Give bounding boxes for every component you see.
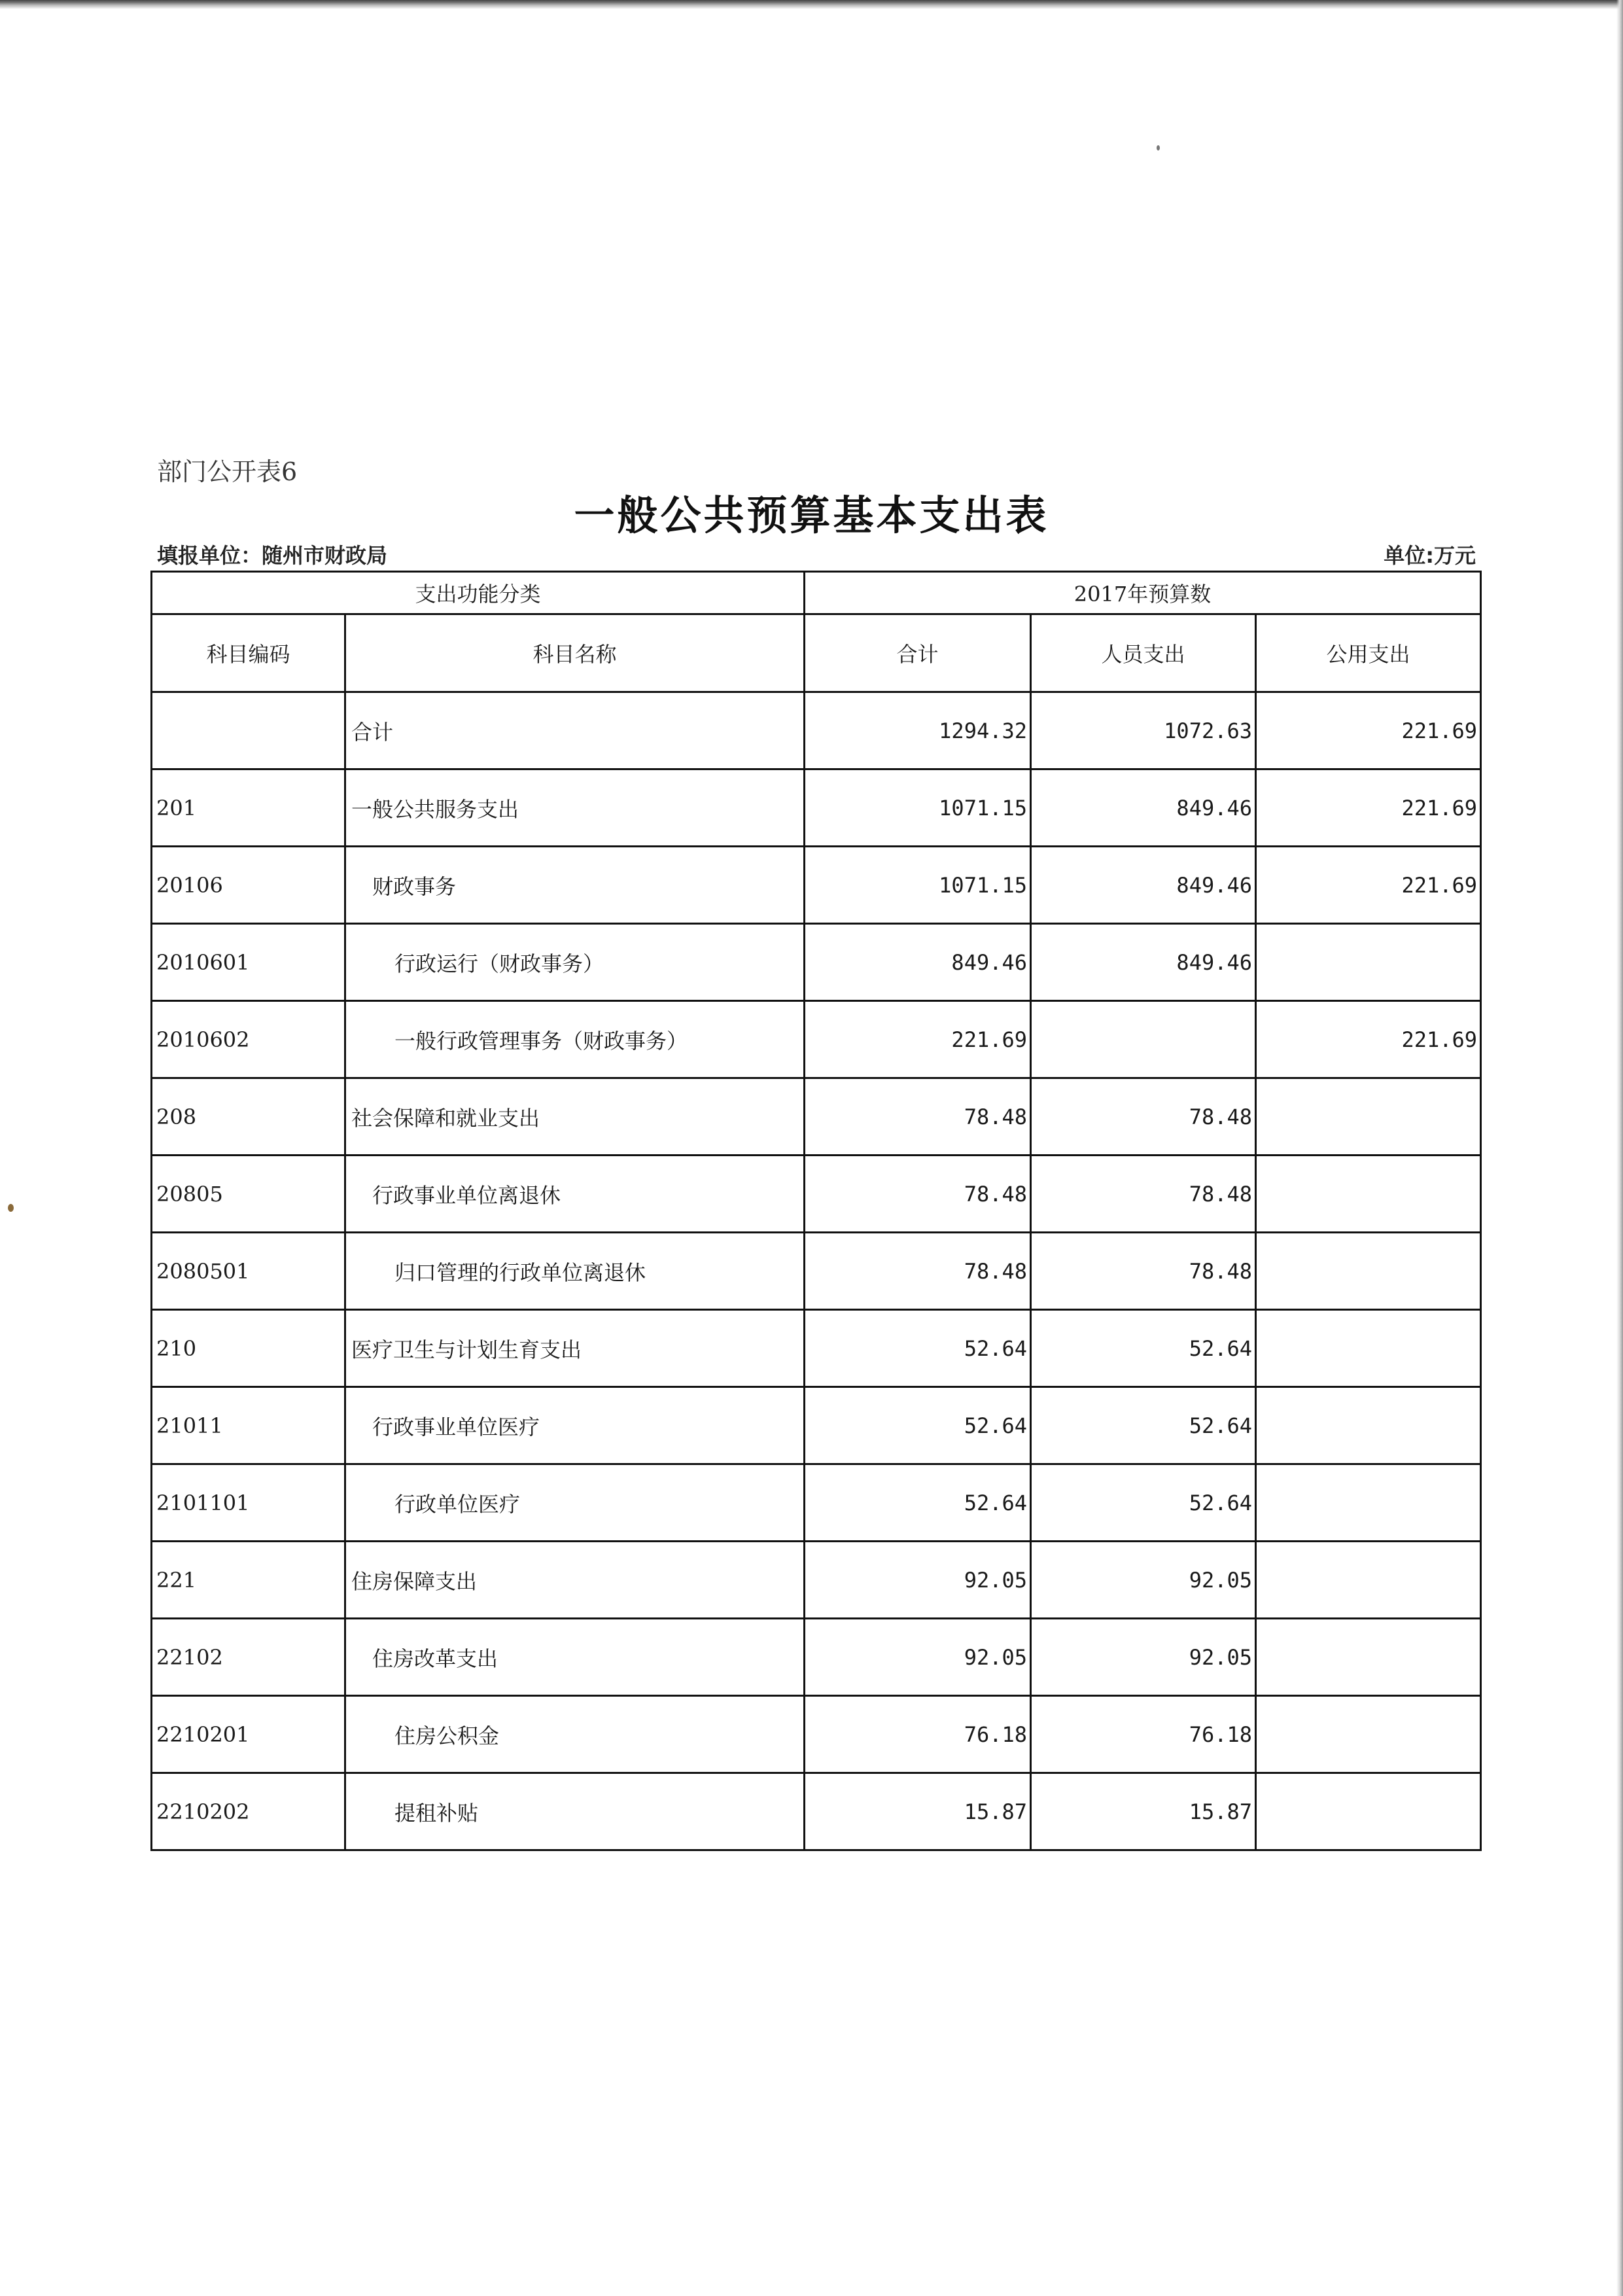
subject-name-cell: 合计 [345, 692, 805, 769]
public-cell: 221.69 [1256, 769, 1481, 847]
subject-name-cell: 归口管理的行政单位离退休 [345, 1233, 805, 1310]
personnel-cell: 52.64 [1031, 1387, 1256, 1464]
table-row [152, 1233, 1481, 1310]
personnel-cell: 92.05 [1031, 1619, 1256, 1696]
subject-name-cell: 医疗卫生与计划生育支出 [345, 1310, 805, 1387]
table-row [152, 1696, 1481, 1773]
subject-name-cell: 一般公共服务支出 [345, 769, 805, 847]
subject-code-cell: 20106 [152, 847, 345, 924]
total-cell: 92.05 [805, 1542, 1031, 1619]
table-row [152, 1387, 1481, 1464]
public-column-header: 公用支出 [1256, 614, 1481, 692]
personnel-cell: 849.46 [1031, 924, 1256, 1001]
public-cell [1256, 1156, 1481, 1233]
table-row [152, 1542, 1481, 1619]
name-column-header: 科目名称 [345, 614, 805, 692]
code-column-header: 科目编码 [152, 614, 345, 692]
subject-name-cell: 住房改革支出 [345, 1619, 805, 1696]
total-cell: 76.18 [805, 1696, 1031, 1773]
subject-name-cell: 行政运行（财政事务） [345, 924, 805, 1001]
subject-code-cell: 210 [152, 1310, 345, 1387]
classification-header: 支出功能分类 [152, 572, 805, 614]
subject-code-cell: 20805 [152, 1156, 345, 1233]
budget-table [150, 571, 1482, 1851]
total-cell: 849.46 [805, 924, 1031, 1001]
total-cell: 1071.15 [805, 847, 1031, 924]
public-cell [1256, 1542, 1481, 1619]
subject-code-cell: 22102 [152, 1619, 345, 1696]
table-row [152, 847, 1481, 924]
total-cell: 52.64 [805, 1387, 1031, 1464]
total-cell: 221.69 [805, 1001, 1031, 1078]
table-row [152, 1156, 1481, 1233]
filling-unit: 填报单位：随州市财政局 [157, 543, 388, 568]
public-cell: 221.69 [1256, 1001, 1481, 1078]
public-cell [1256, 1310, 1481, 1387]
total-cell: 52.64 [805, 1464, 1031, 1542]
personnel-cell: 15.87 [1031, 1773, 1256, 1850]
scan-right-edge [1616, 0, 1623, 2296]
personnel-cell: 78.48 [1031, 1233, 1256, 1310]
personnel-cell: 78.48 [1031, 1156, 1256, 1233]
subject-code-cell: 2010601 [152, 924, 345, 1001]
personnel-cell: 52.64 [1031, 1464, 1256, 1542]
subject-code-cell: 21011 [152, 1387, 345, 1464]
currency-unit: 单位:万元 [1384, 543, 1476, 568]
total-cell: 15.87 [805, 1773, 1031, 1850]
public-cell [1256, 1078, 1481, 1156]
personnel-cell: 849.46 [1031, 769, 1256, 847]
table-row [152, 692, 1481, 769]
personnel-cell: 1072.63 [1031, 692, 1256, 769]
subject-name-cell: 住房保障支出 [345, 1542, 805, 1619]
subject-code-cell: 2010602 [152, 1001, 345, 1078]
table-row [152, 924, 1481, 1001]
personnel-cell: 78.48 [1031, 1078, 1256, 1156]
total-cell: 1071.15 [805, 769, 1031, 847]
subject-code-cell: 2080501 [152, 1233, 345, 1310]
subject-name-cell: 财政事务 [345, 847, 805, 924]
subject-code-cell: 2210201 [152, 1696, 345, 1773]
subject-name-cell: 社会保障和就业支出 [345, 1078, 805, 1156]
budget-year-header: 2017年预算数 [805, 572, 1481, 614]
personnel-cell: 849.46 [1031, 847, 1256, 924]
total-column-header: 合计 [805, 614, 1031, 692]
table-row [152, 1078, 1481, 1156]
public-cell [1256, 1233, 1481, 1310]
table-row [152, 1001, 1481, 1078]
subject-name-cell: 行政事业单位离退休 [345, 1156, 805, 1233]
public-cell: 221.69 [1256, 692, 1481, 769]
total-cell: 1294.32 [805, 692, 1031, 769]
subject-code-cell [152, 692, 345, 769]
subject-name-cell: 住房公积金 [345, 1696, 805, 1773]
personnel-cell: 76.18 [1031, 1696, 1256, 1773]
scan-speck [8, 1204, 14, 1212]
table-row [152, 1773, 1481, 1850]
document-label: 部门公开表6 [157, 457, 298, 486]
public-cell [1256, 1773, 1481, 1850]
personnel-cell [1031, 1001, 1256, 1078]
group-header-row [152, 572, 1481, 614]
personnel-cell: 52.64 [1031, 1310, 1256, 1387]
public-cell [1256, 1387, 1481, 1464]
public-cell [1256, 1619, 1481, 1696]
personnel-column-header: 人员支出 [1031, 614, 1256, 692]
public-cell [1256, 1696, 1481, 1773]
public-cell [1256, 924, 1481, 1001]
total-cell: 52.64 [805, 1310, 1031, 1387]
subject-code-cell: 2101101 [152, 1464, 345, 1542]
subject-name-cell: 行政单位医疗 [345, 1464, 805, 1542]
subject-code-cell: 208 [152, 1078, 345, 1156]
scan-speck [1157, 145, 1160, 150]
table-row [152, 1619, 1481, 1696]
personnel-cell: 92.05 [1031, 1542, 1256, 1619]
subject-code-cell: 201 [152, 769, 345, 847]
subject-code-cell: 221 [152, 1542, 345, 1619]
subject-name-cell: 一般行政管理事务（财政事务） [345, 1001, 805, 1078]
public-cell [1256, 1464, 1481, 1542]
subject-name-cell: 提租补贴 [345, 1773, 805, 1850]
public-cell: 221.69 [1256, 847, 1481, 924]
total-cell: 78.48 [805, 1078, 1031, 1156]
subject-code-cell: 2210202 [152, 1773, 345, 1850]
subject-name-cell: 行政事业单位医疗 [345, 1387, 805, 1464]
table-row [152, 1464, 1481, 1542]
table-row [152, 769, 1481, 847]
scan-top-edge [0, 0, 1623, 9]
total-cell: 92.05 [805, 1619, 1031, 1696]
column-header-row [152, 614, 1481, 692]
document-title: 一般公共预算基本支出表 [574, 491, 1049, 539]
total-cell: 78.48 [805, 1156, 1031, 1233]
total-cell: 78.48 [805, 1233, 1031, 1310]
table-row [152, 1310, 1481, 1387]
